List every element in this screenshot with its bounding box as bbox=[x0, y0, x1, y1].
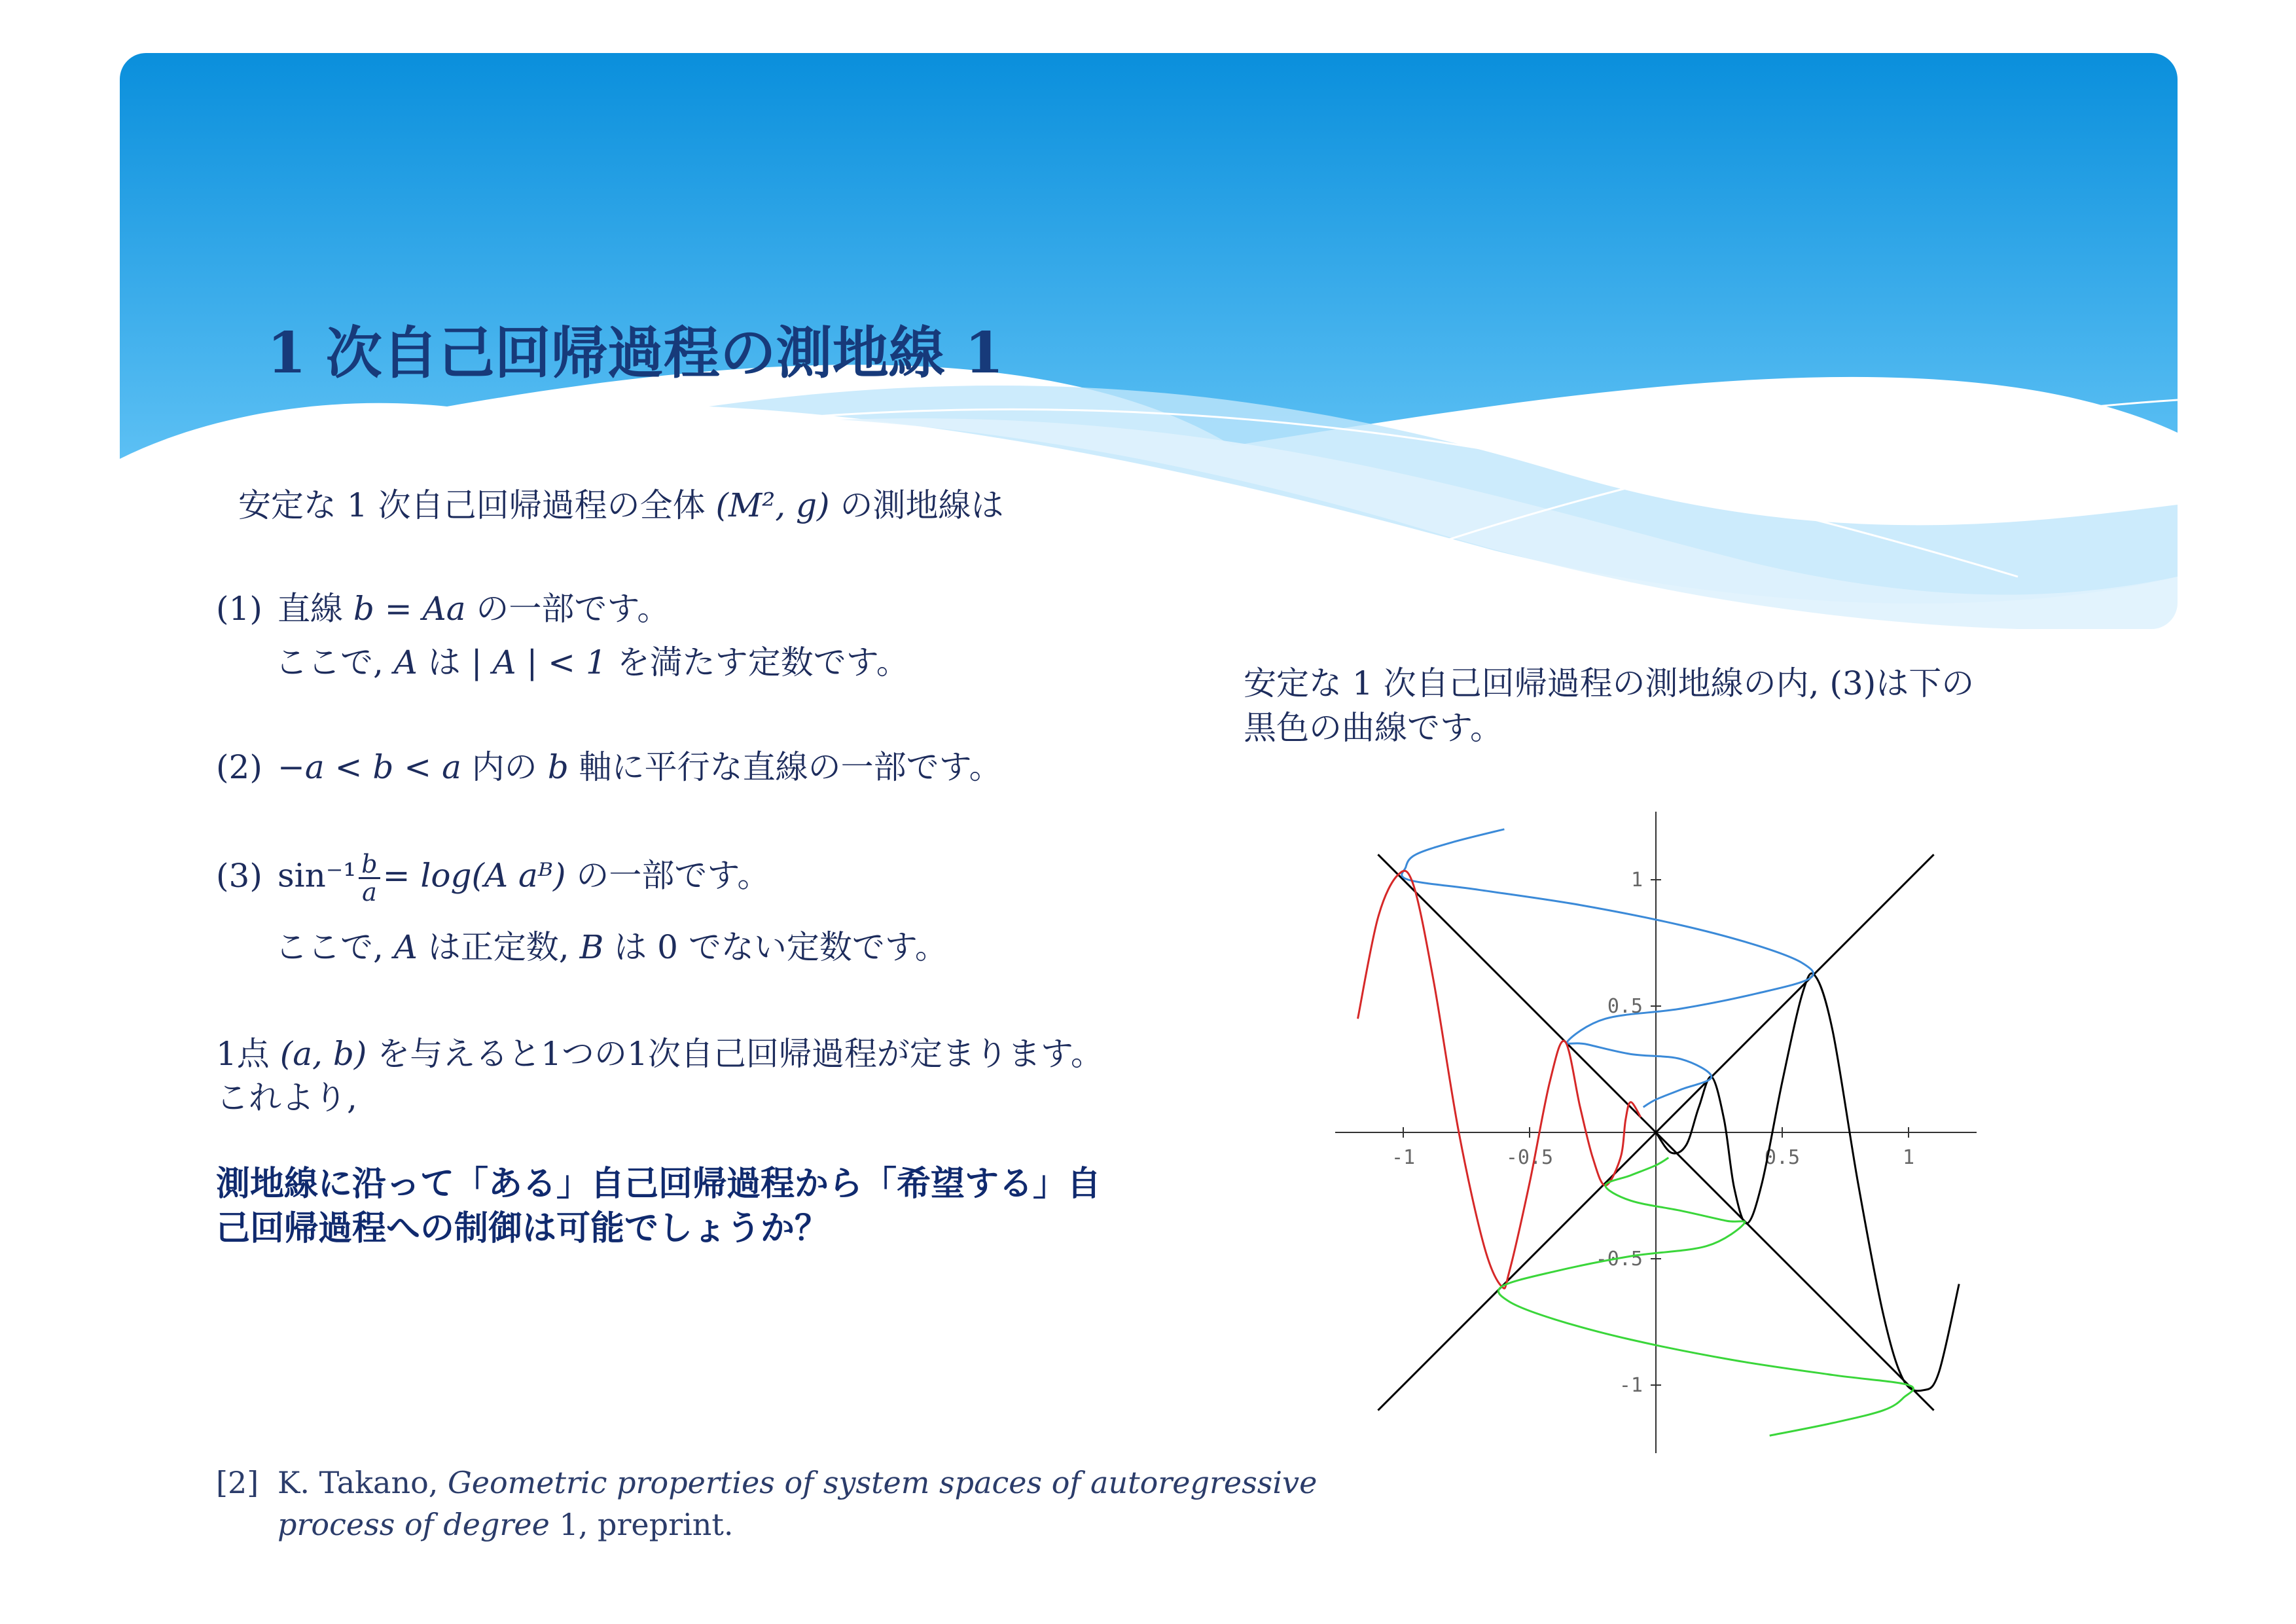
point-math: (a, b) bbox=[279, 1035, 367, 1073]
item-2-text-end: 軸に平行な直線の一部です。 bbox=[568, 748, 1002, 786]
x-tick-label: 1 bbox=[1902, 1146, 1915, 1169]
reference-line-2 bbox=[278, 1504, 734, 1545]
item-3-sin: sin⁻¹ bbox=[278, 856, 357, 895]
reference-degree: 1 bbox=[559, 1507, 579, 1542]
reference-author: K. Takano, bbox=[278, 1465, 448, 1500]
series-line-black bbox=[1656, 973, 1959, 1391]
point-text-end: を与えると1つの1次自己回帰過程が定まります。 bbox=[367, 1035, 1103, 1073]
reference bbox=[216, 1462, 1317, 1504]
y-tick-label: 0.5 bbox=[1607, 995, 1643, 1018]
item-1-line2-math-b: | A | < 1 bbox=[471, 643, 607, 681]
intro-line bbox=[238, 484, 1003, 526]
item-3-number: (3) bbox=[216, 856, 262, 895]
item-3-line2-text: ここで, bbox=[275, 928, 394, 966]
reference-end: , preprint. bbox=[578, 1507, 734, 1542]
item-1-math: b = Aa bbox=[353, 590, 466, 628]
geodesic-chart bbox=[1309, 805, 2003, 1460]
question-line-2: 己回帰過程への制御は可能でしょうか？ bbox=[216, 1208, 829, 1248]
item-1-text-end: の一部です。 bbox=[465, 590, 670, 628]
x-tick-label: -1 bbox=[1391, 1146, 1416, 1169]
series-line-green bbox=[1498, 1158, 1913, 1436]
item-3-text-end: の一部です。 bbox=[565, 856, 770, 895]
item-2 bbox=[216, 746, 1002, 788]
intro-text: 安定な 1 次自己回帰過程の全体 bbox=[238, 486, 716, 524]
series-line-blue bbox=[1402, 829, 1814, 1108]
item-3-frac-den: a bbox=[362, 878, 377, 907]
caption-line-1: 安定な 1 次自己回帰過程の測地線の内, (3)は下の bbox=[1244, 664, 1975, 702]
item-2-text: 内の bbox=[461, 748, 548, 786]
item-3-line2-math-a: A bbox=[393, 928, 418, 966]
y-tick-label: -1 bbox=[1619, 1374, 1643, 1397]
reference-title-2: process of degree bbox=[278, 1507, 560, 1542]
reference-tag: [2] bbox=[216, 1465, 259, 1500]
point-line-2: これより, bbox=[216, 1079, 357, 1117]
item-1-text: 直線 bbox=[278, 590, 353, 628]
caption-line-2: 黒色の曲線です。 bbox=[1244, 709, 1503, 747]
item-1 bbox=[216, 588, 670, 630]
item-2-number: (2) bbox=[216, 748, 262, 786]
item-3-rhs: = log(A aᴮ) bbox=[382, 856, 566, 895]
item-3-line2-mid2: は bbox=[603, 928, 658, 966]
item-2-math-a: −a < b < a bbox=[278, 748, 461, 786]
point-line bbox=[216, 1033, 1103, 1075]
item-2-math-b: b bbox=[547, 748, 569, 786]
question-line-1: 測地線に沿って「ある」自己回帰過程から「希望する」自 bbox=[216, 1164, 1102, 1204]
item-1-line2-mid: は bbox=[417, 643, 471, 681]
item-1-line2-math-a: A bbox=[393, 643, 418, 681]
series-line-red bbox=[1358, 871, 1641, 1288]
item-3-fraction bbox=[359, 851, 380, 905]
y-tick-label: -0.5 bbox=[1595, 1248, 1643, 1271]
reference-title: Geometric properties of system spaces of autoregressive bbox=[448, 1465, 1318, 1500]
item-3-frac-num: b bbox=[359, 851, 380, 879]
item-1-number: (1) bbox=[216, 590, 262, 628]
slide-title: 1 次自己回帰過程の測地線 1 bbox=[267, 320, 1004, 386]
item-1-line-2 bbox=[275, 641, 909, 683]
item-1-line2-end: を満たす定数です。 bbox=[606, 643, 909, 681]
item-3-line-2 bbox=[275, 926, 948, 968]
item-3-line2-mid: は正定数, bbox=[417, 928, 580, 966]
item-3 bbox=[216, 851, 770, 905]
intro-math: (M², g) bbox=[715, 486, 830, 524]
item-1-line2-text: ここで, bbox=[275, 643, 394, 681]
item-3-line2-math-c: 0 bbox=[657, 928, 678, 966]
intro-text-end: の測地線は bbox=[829, 486, 1004, 524]
point-text: 1点 bbox=[216, 1035, 280, 1073]
item-3-line2-end: でない定数です。 bbox=[677, 928, 948, 966]
y-tick-label: 1 bbox=[1630, 869, 1643, 892]
x-tick-label: 0.5 bbox=[1764, 1146, 1801, 1169]
x-tick-label: -0.5 bbox=[1505, 1146, 1554, 1169]
item-3-line2-math-b: B bbox=[579, 928, 604, 966]
